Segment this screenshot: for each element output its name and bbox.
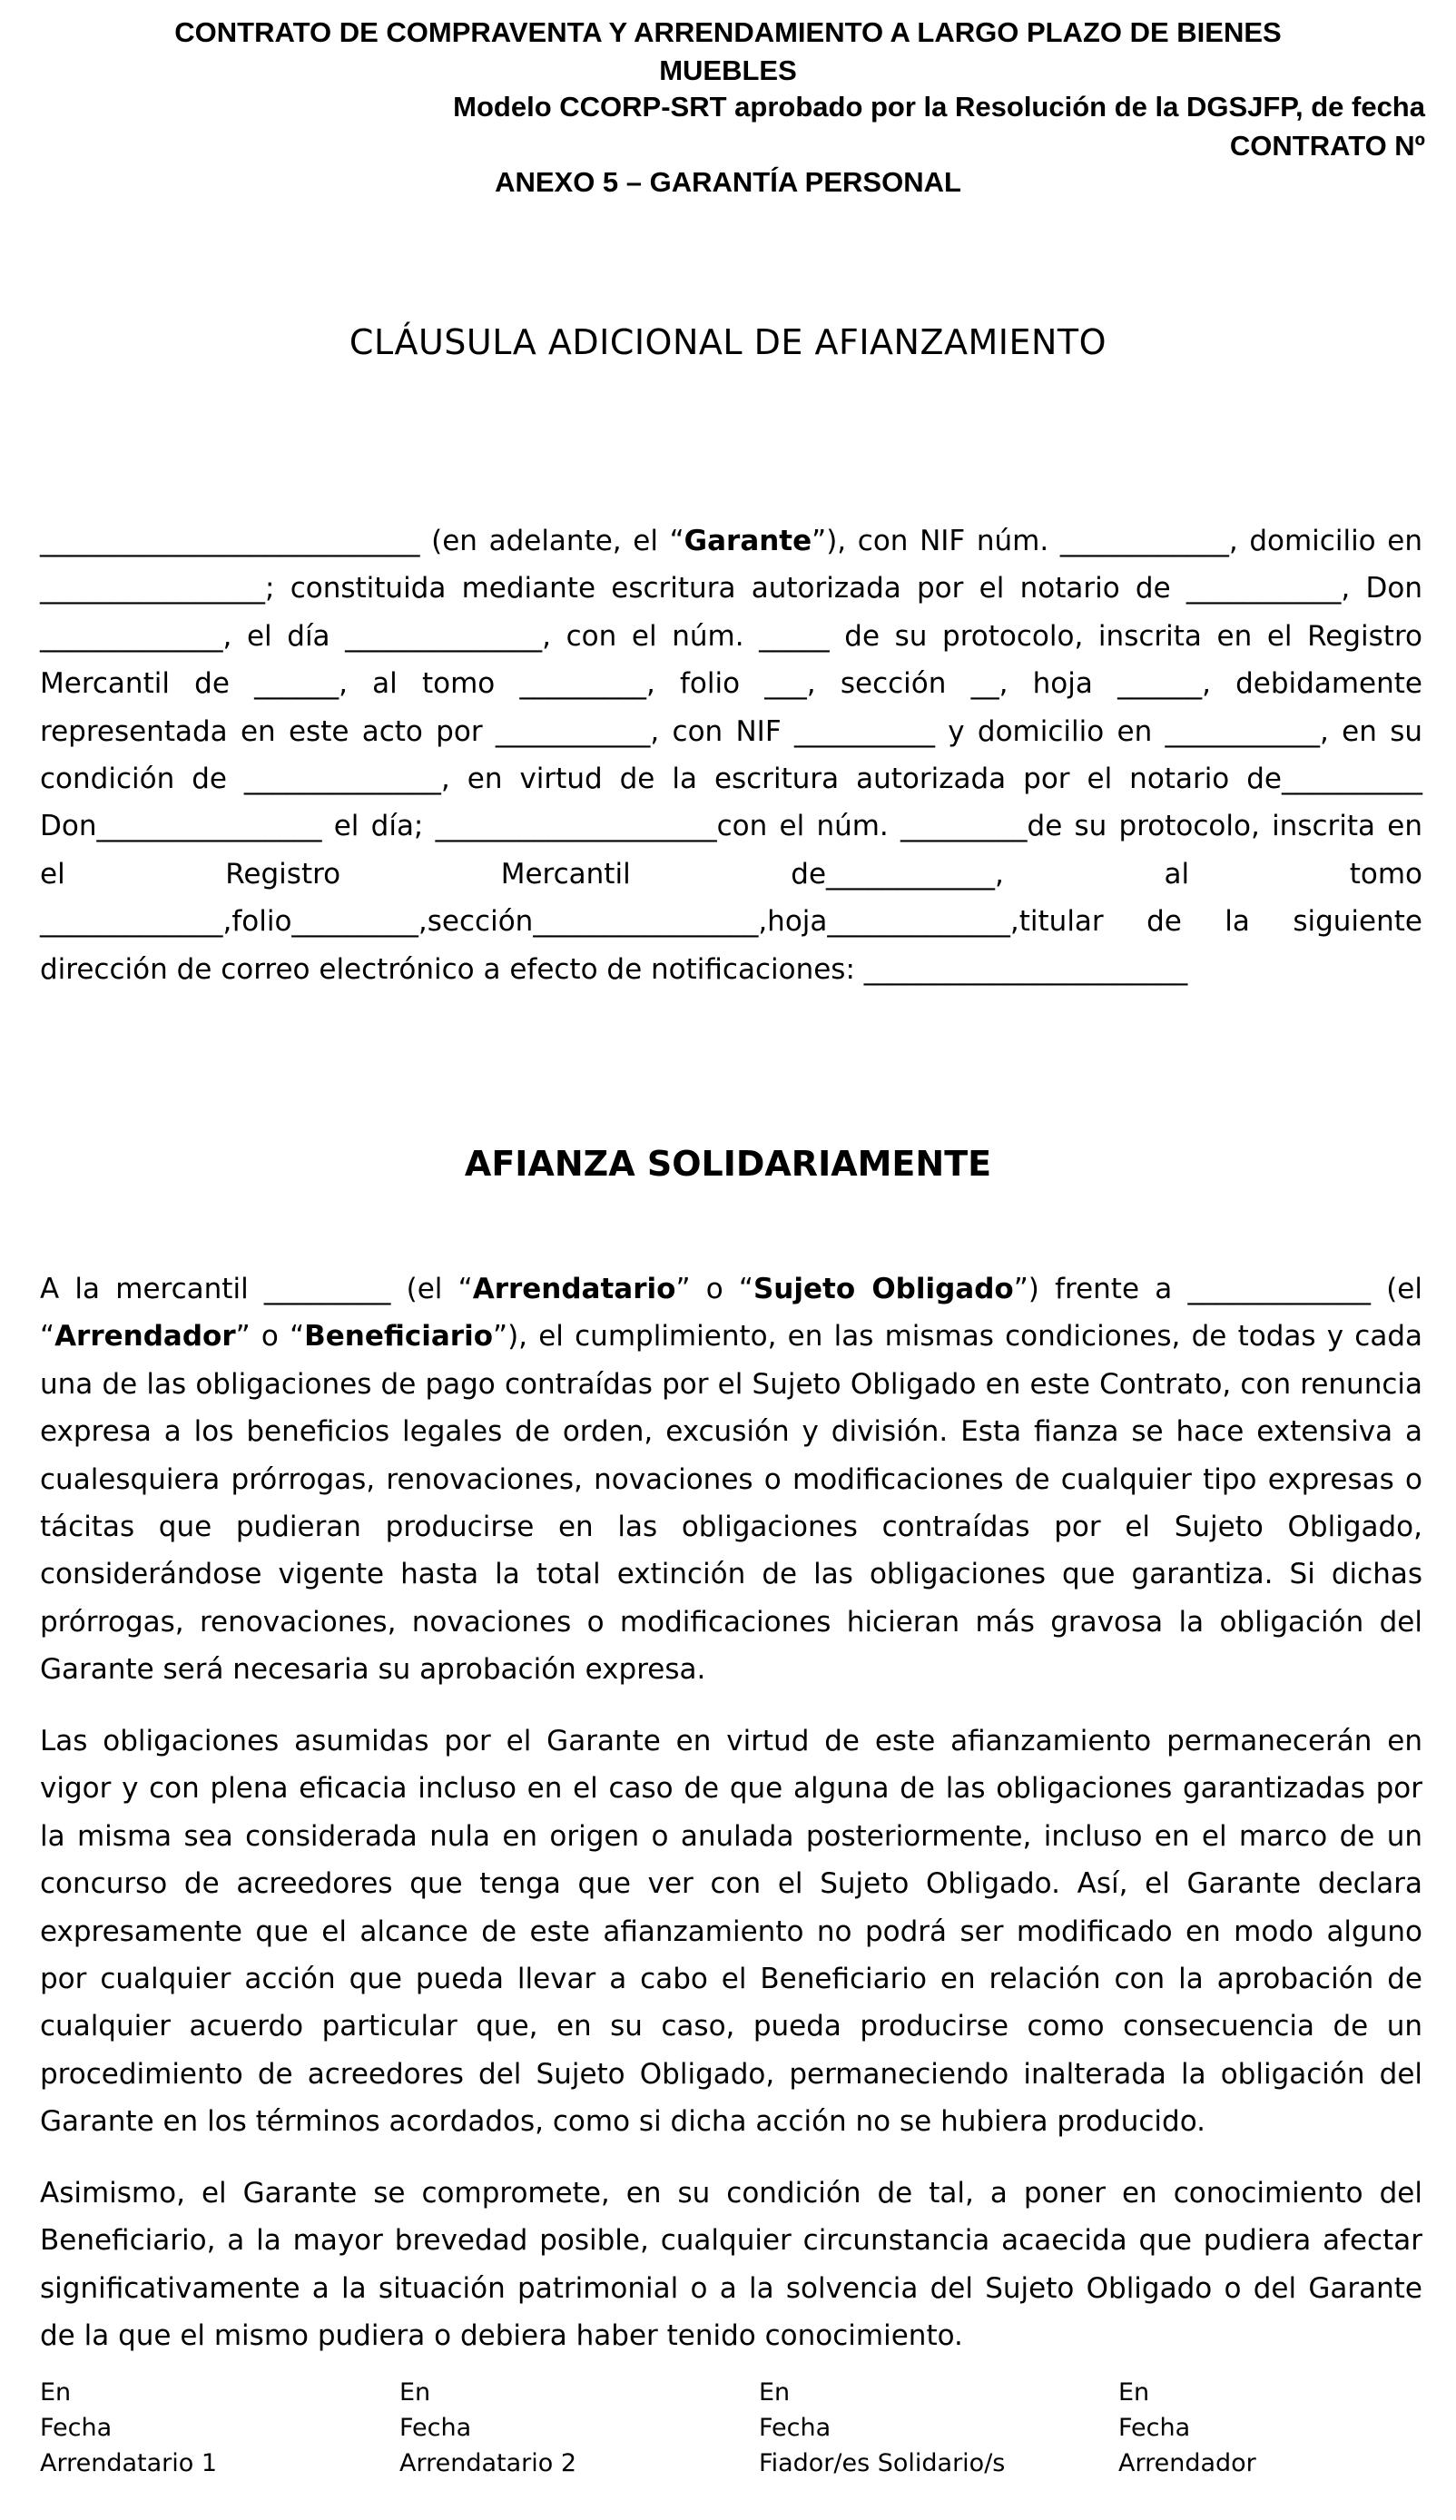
signature-date: Fecha bbox=[399, 2414, 472, 2442]
guarantor-text-2: ”), con NIF núm. ____________, domicilio en ________________; constituida mediante escritura autorizada por el notario de ___________, Don _____________, el día ______________, con el núm. _____ de su protocolo, inscrita en el Registro Mercantil de ______, al tomo _________, folio ___, sección __, hoja ______, debidamente representada en este acto por ___________, con NIF __________ y domicilio en ___________, en su condición de ______________, en virtud de la escritura autorizada por el notario de__________ Don________________ el día; ____________________con el núm. _________de su protocolo, inscrita en el Registro Mercantil de____________, al tomo _____________,folio_________,sección________________,hoja_____________,titular de la siguiente dirección de correo electrónico a efecto de notificaciones: _______________________ bbox=[40, 525, 1422, 986]
signature-block-arrendador bbox=[1118, 2375, 1456, 2481]
p1-text-1: A la mercantil _________ (el “ bbox=[40, 1273, 473, 1305]
signature-block-arrendatario-2 bbox=[399, 2375, 744, 2481]
signature-date: Fecha bbox=[40, 2414, 113, 2442]
p1-text-4: ” o “ bbox=[235, 1320, 305, 1354]
p1-term-arrendador: Arrendador bbox=[54, 1320, 236, 1354]
surety-paragraph-3: Asimismo, el Garante se compromete, en su condición de tal, a poner en conocimiento del Beneficiario, a la mayor brevedad posible, cualquier circunstancia acaecida que pudiera afectar significativamente a la situación patrimonial o a la solvencia del Sujeto Obligado o del Garante de la que el mismo pudiera o debiera haber tenido conocimiento. bbox=[40, 2177, 1422, 2353]
contract-number-label: CONTRATO Nº bbox=[1229, 130, 1425, 162]
signature-role: Fiador/es Solidario/s bbox=[759, 2449, 1006, 2477]
guarantor-term: Garante bbox=[684, 525, 812, 557]
model-approval-line: Modelo CCORP-SRT aprobado por la Resolución de la DGSJFP, de fecha bbox=[453, 91, 1425, 123]
guarantor-details-paragraph bbox=[40, 517, 1422, 993]
p1-term-beneficiario: Beneficiario bbox=[304, 1320, 494, 1354]
signature-date: Fecha bbox=[759, 2414, 831, 2442]
signature-role: Arrendatario 1 bbox=[40, 2449, 218, 2477]
annex-title: ANEXO 5 – GARANTÍA PERSONAL bbox=[495, 166, 961, 198]
signature-place: En bbox=[40, 2378, 72, 2407]
p1-text-3: ”) frente a _____________ (el “ bbox=[40, 1273, 1422, 1354]
signature-place: En bbox=[1118, 2378, 1150, 2407]
p1-term-sujeto-obligado: Sujeto Obligado bbox=[753, 1273, 1014, 1305]
guarantor-text-1: ___________________________ (en adelante, el “ bbox=[40, 525, 684, 557]
signature-role: Arrendador bbox=[1118, 2449, 1256, 2477]
signature-place: En bbox=[399, 2378, 431, 2407]
signature-date: Fecha bbox=[1118, 2414, 1191, 2442]
p1-text-5: ”), el cumplimiento, en las mismas condiciones, de todas y cada una de las obligaciones de pago contraídas por el Sujeto Obligado en este Contrato, con renuncia expresa a los beneficios legales de orden, excusión y división. Esta fianza se hace extensiva a cualesquiera prórrogas, renovaciones, novaciones o modificaciones de cualquier tipo expresas o tácitas que pudieran producirse en las obligaciones contraídas por el Sujeto Obligado, considerándose vigente hasta la total extinción de las obligaciones que garantiza. Si dichas prórrogas, renovaciones, novaciones o modificaciones hicieran más gravosa la obligación del Garante será necesaria su aprobación expresa. bbox=[40, 1320, 1423, 1687]
p1-text-2: ” o “ bbox=[675, 1273, 753, 1305]
p1-term-arrendatario: Arrendatario bbox=[472, 1273, 676, 1305]
signature-block-arrendatario-1 bbox=[40, 2375, 385, 2481]
signature-block-fiadores bbox=[759, 2375, 1104, 2481]
surety-paragraph-1 bbox=[40, 1265, 1422, 1694]
surety-paragraph-2: Las obligaciones asumidas por el Garante en virtud de este afianzamiento permanecerán en vigor y con plena eficacia incluso en el caso de que alguna de las obligaciones garantizadas por la misma sea considerada nula en origen o anulada posteriormente, incluso en el marco de un concurso de acreedores que tenga que ver con el Sujeto Obligado. Así, el Garante declara expresamente que el alcance de este afianzamiento no podrá ser modificado en modo alguno por cualquier acción que pueda llevar a cabo el Beneficiario en relación con la aprobación de cualquier acuerdo particular que, en su caso, pueda producirse como consecuencia de un procedimiento de acreedores del Sujeto Obligado, permaneciendo inalterada la obligación del Garante en los términos acordados, como si dicha acción no se hubiera producido. bbox=[40, 1725, 1422, 2139]
afianza-heading: AFIANZA SOLIDARIAMENTE bbox=[464, 1144, 992, 1184]
contract-title-line-1: CONTRATO DE COMPRAVENTA Y ARRENDAMIENTO A LARGO PLAZO DE BIENES bbox=[174, 16, 1282, 48]
signature-role: Arrendatario 2 bbox=[399, 2449, 577, 2477]
clause-heading: CLÁUSULA ADICIONAL DE AFIANZAMIENTO bbox=[349, 322, 1107, 362]
contract-title-line-2: MUEBLES bbox=[659, 54, 797, 86]
signature-place: En bbox=[759, 2378, 791, 2407]
